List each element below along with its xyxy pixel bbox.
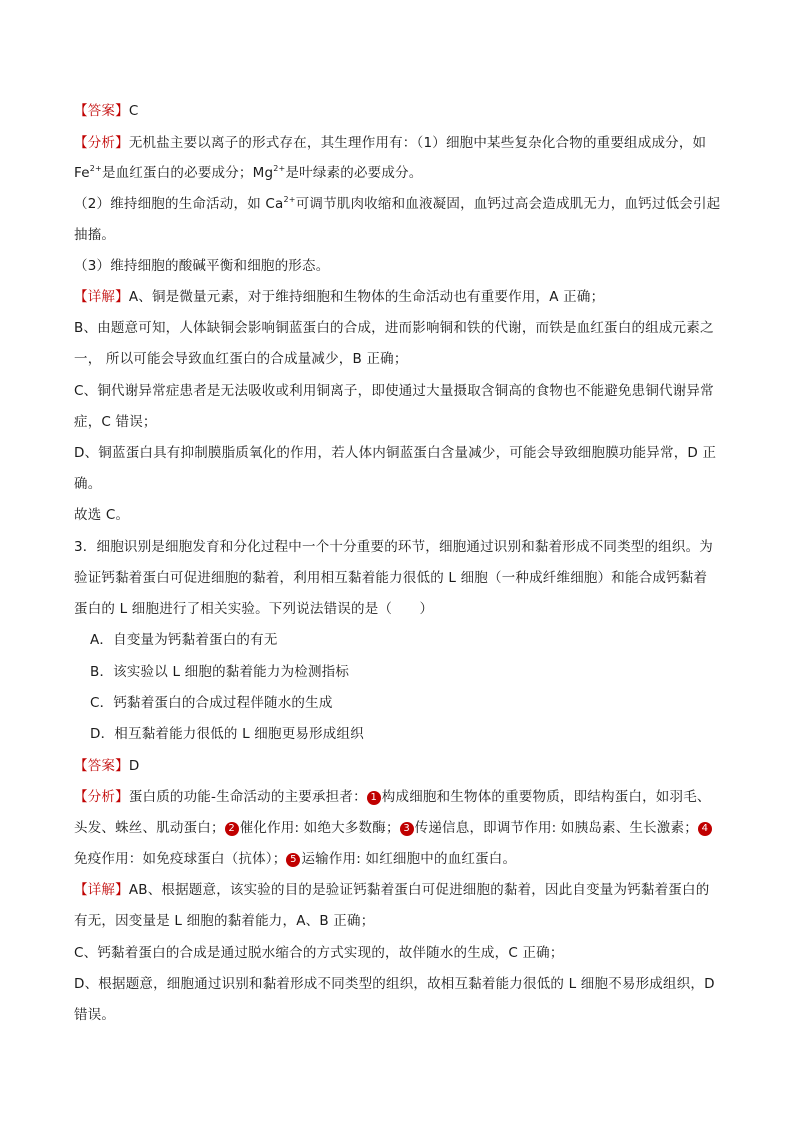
- detail-line-7: 确。: [74, 476, 102, 492]
- analysis2-line-1: 【分析】蛋白质的功能-生命活动的主要承担者： 1 构成细胞和生物体的重要物质，即结构蛋白，如羽毛、: [74, 789, 711, 805]
- conclusion-line: 故选 C。: [74, 507, 130, 523]
- detail2-line-1: 【详解】AB、根据题意，该实验的目的是验证钙黏着蛋白可促进细胞的黏着，因此自变量为钙黏着蛋白的: [74, 882, 710, 898]
- option-d: D．相互黏着能力很低的 L 细胞更易形成组织: [90, 726, 364, 742]
- circled-number-4: 4: [698, 822, 712, 836]
- analysis-tag: 【分析】: [74, 789, 129, 805]
- analysis-line-2: $Fe^{2+}$是血红蛋白的必要成分；$Mg^{2+}$是叶绿素的必要成分。: [74, 164, 423, 181]
- question-stem-line-2: 验证钙黏着蛋白可促进细胞的黏着，利用相互黏着能力很低的 L 细胞（一种成纤维细胞）和能合成钙黏着: [74, 570, 708, 586]
- detail-tag: 【详解】: [74, 882, 129, 898]
- circled-number-1: 1: [367, 791, 381, 805]
- detail2-line-5: 错误。: [74, 1007, 116, 1023]
- analysis-line-3: （2）维持细胞的生命活动，如 $Ca^{2+}$可调节肌肉收缩和血液凝固，血钙过高会造成肌无力，血钙过低会引起: [74, 195, 721, 212]
- analysis-tag: 【分析】: [74, 135, 129, 151]
- question-stem-line-3: 蛋白的 L 细胞进行了相关实验。下列说法错误的是（ ）: [74, 601, 434, 617]
- analysis2-line-3: 免疫作用：如免疫球蛋白（抗体）； 5 运输作用: 如红细胞中的血红蛋白。: [74, 851, 517, 867]
- circled-number-3: 3: [400, 822, 414, 836]
- detail-line-1: 【详解】A、铜是微量元素，对于维持细胞和生物体的生命活动也有重要作用，A 正确；: [74, 289, 605, 305]
- answer-tag: 【答案】: [74, 103, 129, 119]
- circled-number-2: 2: [225, 822, 239, 836]
- option-b: B．该实验以 L 细胞的黏着能力为检测指标: [90, 664, 350, 680]
- detail-line-4: C、铜代谢异常症患者是无法吸收或利用铜离子，即使通过大量摄取含铜高的食物也不能避免患铜代谢异常: [74, 383, 714, 399]
- analysis2-line-2: 头发、蛛丝、肌动蛋白； 2 催化作用: 如绝大多数酶； 3 传递信息，即调节作用: 如胰岛素、生长激素； 4: [74, 818, 713, 838]
- answer-line-1: [74, 101, 138, 121]
- detail-tag: 【详解】: [74, 289, 129, 305]
- option-c: C．钙黏着蛋白的合成过程伴随水的生成: [90, 695, 333, 711]
- detail2-line-3: C、钙黏着蛋白的合成是通过脱水缩合的方式实现的，故伴随水的生成，C 正确；: [74, 945, 564, 961]
- detail-line-2: B、由题意可知，人体缺铜会影响铜蓝蛋白的合成，进而影响铜和铁的代谢，而铁是血红蛋白的组成元素之: [74, 320, 714, 336]
- detail2-line-2: 有无，因变量是 L 细胞的黏着能力，A、B 正确；: [74, 913, 375, 929]
- analysis-line-1: 【分析】无机盐主要以离子的形式存在，其生理作用有：（1）细胞中某些复杂化合物的重要组成成分，如: [74, 135, 707, 151]
- detail-line-3: 一， 所以可能会导致血红蛋白的合成量减少，B 正确；: [74, 351, 408, 367]
- detail-line-5: 症，C 错误；: [74, 414, 157, 430]
- answer-line-2: [74, 756, 139, 776]
- option-a: A．自变量为钙黏着蛋白的有无: [90, 632, 278, 648]
- answer-tag: 【答案】: [74, 758, 129, 774]
- circled-number-5: 5: [286, 853, 300, 867]
- detail2-line-4: D、根据题意，细胞通过识别和黏着形成不同类型的组织，故相互黏着能力很低的 L 细胞不易形成组织，D: [74, 976, 715, 992]
- analysis-line-4: 抽搐。: [74, 227, 116, 243]
- answer-value: C: [128, 103, 139, 119]
- detail-line-6: D、铜蓝蛋白具有抑制膜脂质氧化的作用，若人体内铜蓝蛋白含量减少，可能会导致细胞膜功能异常，D 正: [74, 445, 717, 461]
- question-stem-line-1: 3．细胞识别是细胞发育和分化过程中一个十分重要的环节，细胞通过识别和黏着形成不同类型的组织。为: [74, 539, 713, 555]
- analysis-line-5: （3）维持细胞的酸碱平衡和细胞的形态。: [74, 258, 330, 274]
- answer-value: D: [128, 758, 140, 774]
